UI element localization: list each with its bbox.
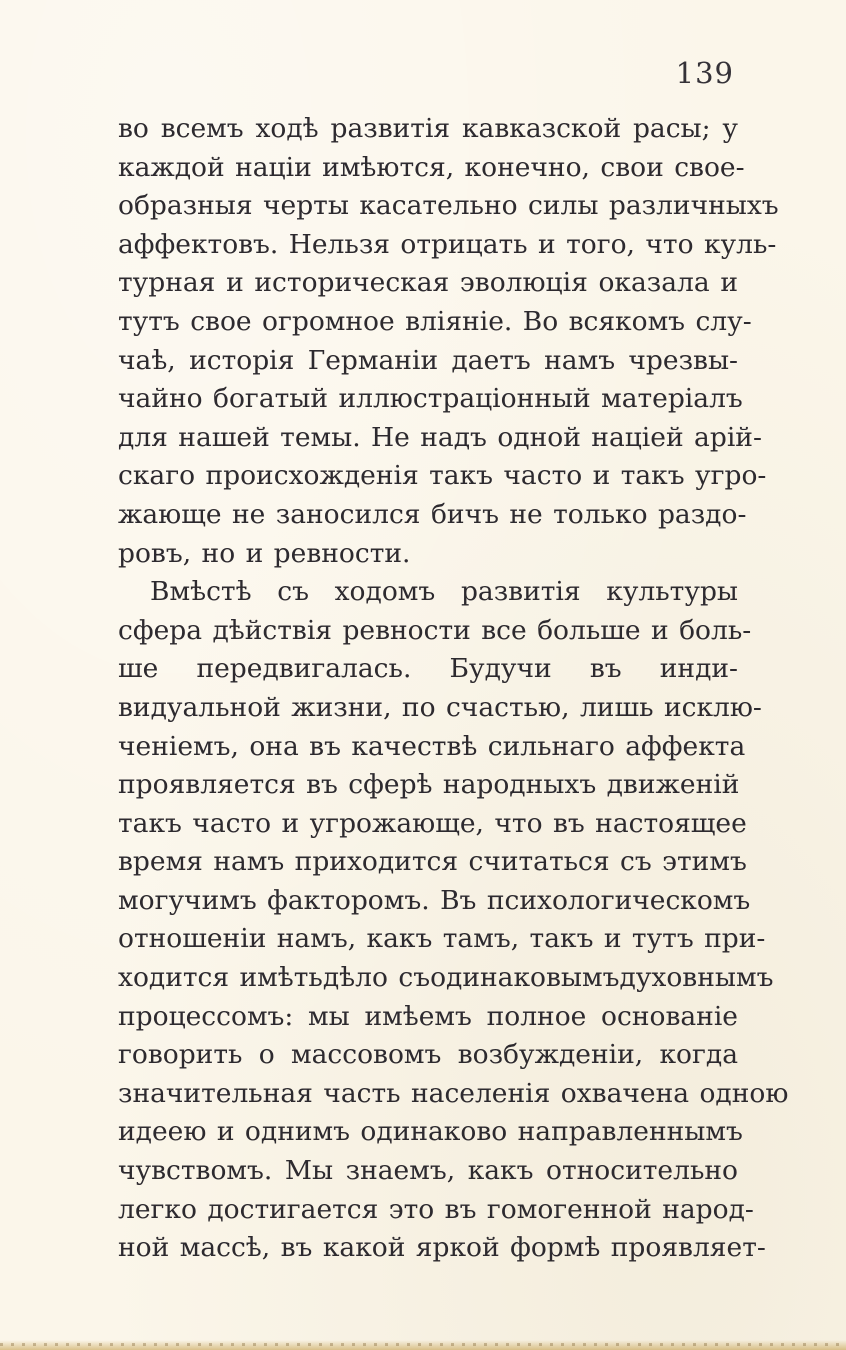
text-line: значительная часть населенія охвачена одною	[118, 1077, 789, 1109]
text-line: аффектовъ. Нельзя отрицать и того, что куль-	[118, 228, 777, 260]
paragraph-1	[118, 110, 779, 573]
text-line: во всемъ ходѣ развитія кавказской расы; у	[118, 113, 738, 144]
text-line: тутъ свое огромное вліяніе. Во всякомъ слу-	[118, 305, 752, 337]
text-line: чувствомъ. Мы знаемъ, какъ относительно	[118, 1155, 738, 1187]
text-line: отношеніи намъ, какъ тамъ, такъ и тутъ при-	[118, 923, 766, 955]
text-line: ной массѣ, въ какой яркой формѣ проявляет-	[118, 1232, 766, 1264]
text-line: легко достигается это въ гомогенной народ-	[118, 1193, 754, 1225]
text-line: жающе не заносился бичъ не только раздо-	[118, 498, 747, 530]
text-line: ровъ, но и ревности.	[118, 537, 411, 569]
text-line: ченіемъ, она въ качествѣ сильнаго аффекта	[118, 730, 746, 762]
paragraph-2	[118, 573, 789, 1268]
text-line: ше передвигалась. Будучи въ инди-	[118, 653, 738, 685]
text-line: для нашей темы. Не надъ одной націей арій-	[118, 421, 762, 453]
page-bottom-speckle	[0, 1343, 846, 1346]
text-line: скаго происхожденія такъ часто и такъ угро-	[118, 460, 767, 492]
text-line: чаѣ, исторія Германіи даетъ намъ чрезвы-	[118, 344, 738, 376]
page-number: 139	[675, 56, 734, 90]
text-line: видуальной жизни, по счастью, лишь исклю-	[118, 691, 762, 723]
text-line: процессомъ: мы имѣемъ полное основаніе	[118, 1000, 738, 1032]
text-line: Вмѣстѣ съ ходомъ развитія культуры	[150, 576, 738, 608]
text-line: говорить о массовомъ возбужденіи, когда	[118, 1039, 738, 1071]
text-line: образныя черты касательно силы различныхъ	[118, 190, 779, 222]
text-line: идеею и однимъ одинаково направленнымъ	[118, 1116, 743, 1148]
text-line: такъ часто и угрожающе, что въ настоящее	[118, 807, 747, 839]
text-line: каждой націи имѣются, конечно, свои свое-	[118, 151, 745, 183]
text-line: время намъ приходится считаться съ этимъ	[118, 846, 747, 878]
text-line: ходится имѣтьдѣло съодинаковымъдуховнымъ	[118, 962, 774, 994]
text-line: чайно богатый иллюстраціонный матеріалъ	[118, 383, 743, 415]
text-line: могучимъ факторомъ. Въ психологическомъ	[118, 884, 751, 916]
body-text	[118, 110, 789, 1268]
text-line: проявляется въ сферѣ народныхъ движеній	[118, 769, 740, 801]
text-line: сфера дѣйствія ревности все больше и боль-	[118, 614, 752, 646]
text-line: турная и историческая эволюція оказала и	[118, 267, 738, 299]
